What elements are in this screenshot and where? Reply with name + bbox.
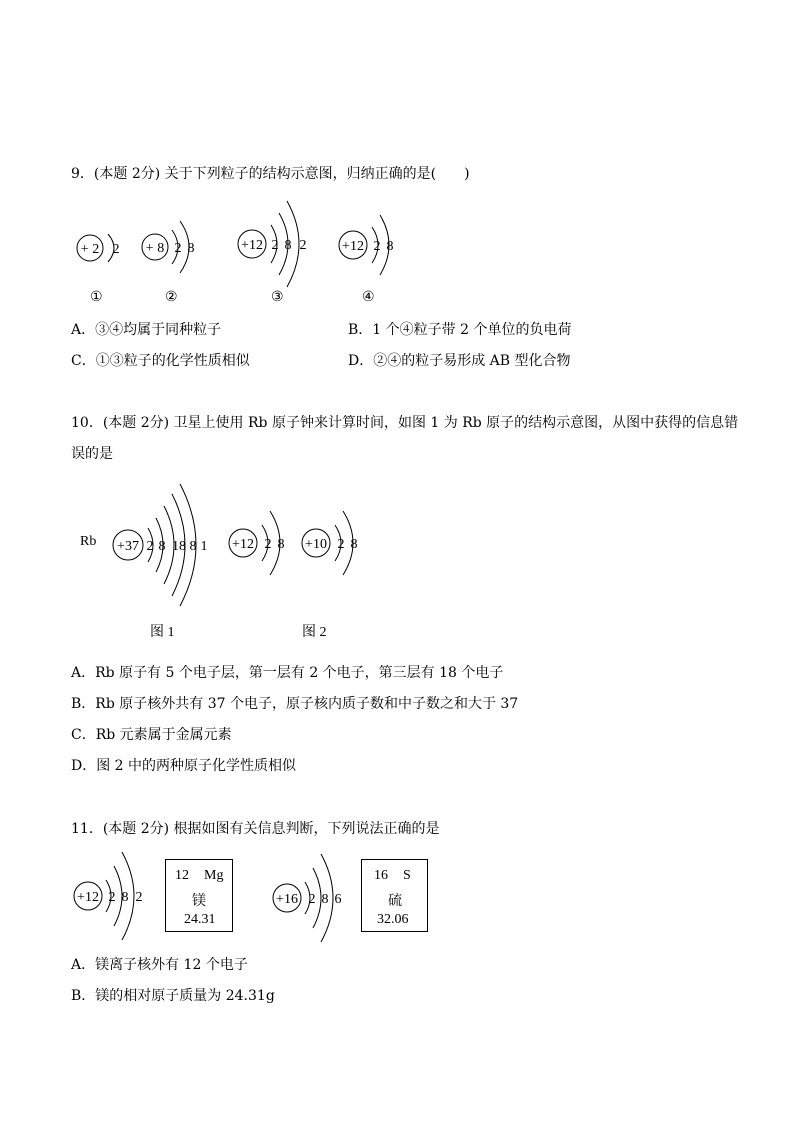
shell-electron-count: 1 (200, 539, 208, 554)
nucleus-charge: +12 (77, 890, 99, 905)
q11-option-a: A．镁离子核外有 12 个电子 (71, 957, 248, 973)
q11-s-atom-diagram (270, 848, 350, 943)
q9-option-d: D．②④的粒子易形成 AB 型化合物 (348, 353, 571, 369)
q10-fig1-caption: 图 1 (150, 625, 175, 640)
nucleus-charge: +12 (241, 238, 263, 253)
q10-fig2-caption: 图 2 (302, 625, 327, 640)
q9-particle-3-diagram (235, 195, 315, 285)
element-symbol: Mg (204, 868, 224, 883)
q11-option-b: B．镁的相对原子质量为 24.31g (71, 988, 275, 1004)
shell-electron-count: 18 (172, 539, 186, 554)
q9-particle-1-label: ① (90, 290, 103, 305)
shell-electron-count: 8 (158, 539, 166, 554)
q9-particle-4-label: ④ (362, 290, 375, 305)
q11-s-element-card (361, 859, 428, 932)
atomic-mass: 32.06 (377, 912, 409, 927)
q10-element-label: Rb (80, 534, 97, 549)
q9-particle-3-label: ③ (271, 290, 284, 305)
q9-particle-2-diagram (140, 205, 210, 275)
shell-electron-count: 2 (146, 539, 154, 554)
nucleus-charge: +10 (305, 537, 327, 552)
element-name: 镁 (192, 894, 206, 909)
q11-mg-element-card (165, 859, 233, 932)
nucleus-charge: +12 (342, 239, 364, 254)
shell-electron-count: 2 (373, 239, 381, 254)
nucleus-charge: + 8 (145, 241, 165, 256)
shell-electron-count: 2 (264, 537, 272, 552)
shell-electron-count: 2 (308, 892, 316, 907)
shell-electron-count: 8 (321, 892, 329, 907)
nucleus-charge: + 2 (80, 242, 100, 257)
q9-particle-2-label: ② (165, 290, 178, 305)
q9-option-c: C．①③粒子的化学性质相似 (71, 353, 250, 369)
q9-stem: 9．(本题 2分) 关于下列粒子的结构示意图，归纳正确的是( ) (71, 166, 470, 182)
q10-stem-line1: 10．(本题 2分) 卫星上使用 Rb 原子钟来计算时间，如图 1 为 Rb 原子的结构示意图，从图中获得的信息错 (71, 415, 739, 431)
atomic-number: 16 (374, 868, 388, 883)
shell-electron-count: 8 (189, 539, 197, 554)
q9-particle-1-diagram (70, 225, 130, 275)
element-name: 硫 (388, 894, 402, 909)
shell-electron-count: 8 (284, 238, 292, 253)
shell-electron-count: 8 (187, 241, 195, 256)
shell-electron-count: 2 (108, 890, 116, 905)
q9-option-b: B．1 个④粒子带 2 个单位的负电荷 (348, 322, 572, 338)
q11-mg-atom-diagram (72, 848, 152, 943)
atomic-mass: 24.31 (184, 912, 216, 927)
shell-electron-count: 2 (271, 238, 279, 253)
shell-electron-count: 8 (386, 239, 394, 254)
q10-option-b: B．Rb 原子核外共有 37 个电子，原子核内质子数和中子数之和大于 37 (71, 696, 519, 712)
nucleus-charge: +12 (232, 537, 254, 552)
shell-electron-count: 8 (350, 537, 358, 552)
q10-option-c: C．Rb 元素属于金属元素 (71, 727, 232, 743)
q10-fig2-atom-1-diagram (226, 505, 301, 585)
atomic-number: 12 (175, 868, 189, 883)
q10-rb-atom-diagram (110, 480, 220, 610)
q10-option-a: A．Rb 原子有 5 个电子层，第一层有 2 个电子，第三层有 18 个电子 (71, 665, 504, 681)
shell-electron-count: 8 (121, 890, 129, 905)
q9-particle-4-diagram (336, 205, 406, 275)
shell-electron-count: 2 (112, 242, 120, 257)
nucleus-charge: +37 (117, 539, 139, 554)
shell-electron-count: 2 (174, 241, 182, 256)
nucleus-charge: +16 (276, 892, 298, 907)
shell-electron-count: 2 (337, 537, 345, 552)
shell-electron-count: 6 (334, 892, 342, 907)
shell-electron-count: 2 (135, 890, 143, 905)
q10-fig2-atom-2-diagram (299, 505, 374, 585)
q10-stem-line2: 误的是 (71, 446, 113, 462)
q10-option-d: D．图 2 中的两种原子化学性质相似 (71, 758, 297, 774)
q9-option-a: A．③④均属于同种粒子 (71, 322, 222, 338)
shell-electron-count: 2 (299, 238, 307, 253)
q11-stem: 11．(本题 2分) 根据如图有关信息判断，下列说法正确的是 (71, 821, 440, 837)
shell-electron-count: 8 (277, 537, 285, 552)
element-symbol: S (403, 868, 411, 883)
